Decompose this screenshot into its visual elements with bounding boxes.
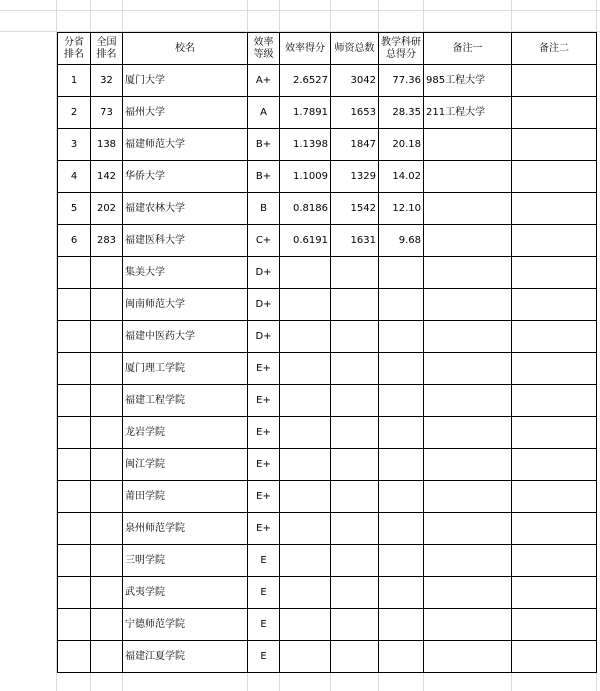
cell-note1[interactable] xyxy=(424,609,512,641)
cell-faculty[interactable] xyxy=(331,353,379,385)
cell-school[interactable]: 闽江学院 xyxy=(123,449,248,481)
cell-note1[interactable]: 211工程大学 xyxy=(424,97,512,129)
header-text: 全国 xyxy=(96,36,117,48)
cell-eff-grade[interactable]: E+ xyxy=(248,385,280,417)
cell-nat-rank[interactable] xyxy=(91,289,123,321)
table-row xyxy=(58,449,597,481)
cell-school[interactable]: 福建中医药大学 xyxy=(123,321,248,353)
table-row xyxy=(58,129,597,161)
cell-nat-rank[interactable]: 32 xyxy=(91,65,123,97)
cell-eff-score[interactable]: 1.1009 xyxy=(280,161,331,193)
cell-nat-rank[interactable] xyxy=(91,353,123,385)
cell-eff-score[interactable]: 2.6527 xyxy=(280,65,331,97)
cell-eff-grade[interactable]: B+ xyxy=(248,161,280,193)
cell-eff-score[interactable] xyxy=(280,609,331,641)
cell-faculty[interactable]: 3042 xyxy=(331,65,379,97)
cell-note2[interactable] xyxy=(512,385,597,417)
cell-eff-grade[interactable]: E xyxy=(248,577,280,609)
cell-nat-rank[interactable] xyxy=(91,577,123,609)
cell-prov-rank[interactable] xyxy=(58,417,91,449)
cell-note2[interactable] xyxy=(512,129,597,161)
cell-eff-grade[interactable]: D+ xyxy=(248,321,280,353)
cell-faculty[interactable] xyxy=(331,481,379,513)
cell-eff-score[interactable] xyxy=(280,289,331,321)
cell-note1[interactable] xyxy=(424,225,512,257)
cell-prov-rank[interactable] xyxy=(58,577,91,609)
cell-school[interactable]: 泉州师范学院 xyxy=(123,513,248,545)
cell-prov-rank[interactable] xyxy=(58,353,91,385)
cell-eff-grade[interactable]: E xyxy=(248,641,280,673)
cell-eff-grade[interactable]: B+ xyxy=(248,129,280,161)
cell-research[interactable] xyxy=(379,257,424,289)
cell-research[interactable] xyxy=(379,449,424,481)
table-row xyxy=(58,97,597,129)
cell-faculty[interactable] xyxy=(331,513,379,545)
cell-prov-rank[interactable] xyxy=(58,609,91,641)
header-note2[interactable]: 备注二 xyxy=(512,33,597,65)
header-eff-grade[interactable] xyxy=(248,33,280,65)
header-text: 等级 xyxy=(253,48,274,60)
cell-school[interactable]: 华侨大学 xyxy=(123,161,248,193)
cell-prov-rank[interactable] xyxy=(58,449,91,481)
header-nat-rank[interactable] xyxy=(91,33,123,65)
header-text: 排名 xyxy=(64,48,84,60)
cell-school[interactable]: 福建农林大学 xyxy=(123,193,248,225)
cell-nat-rank[interactable] xyxy=(91,385,123,417)
cell-note1[interactable] xyxy=(424,449,512,481)
cell-research[interactable] xyxy=(379,353,424,385)
cell-prov-rank[interactable] xyxy=(58,257,91,289)
cell-note1[interactable] xyxy=(424,481,512,513)
cell-prov-rank[interactable] xyxy=(58,385,91,417)
cell-research[interactable]: 14.02 xyxy=(379,161,424,193)
cell-note2[interactable] xyxy=(512,417,597,449)
cell-school[interactable]: 闽南师范大学 xyxy=(123,289,248,321)
cell-eff-score[interactable] xyxy=(280,481,331,513)
cell-eff-score[interactable] xyxy=(280,513,331,545)
cell-note2[interactable] xyxy=(512,353,597,385)
header-text: 排名 xyxy=(96,48,117,60)
cell-prov-rank[interactable]: 1 xyxy=(58,65,91,97)
cell-school[interactable]: 厦门大学 xyxy=(123,65,248,97)
cell-prov-rank[interactable] xyxy=(58,321,91,353)
cell-faculty[interactable] xyxy=(331,641,379,673)
table-row xyxy=(58,65,597,97)
cell-prov-rank[interactable] xyxy=(58,289,91,321)
cell-note1[interactable] xyxy=(424,353,512,385)
cell-eff-grade[interactable]: E xyxy=(248,609,280,641)
cell-research[interactable] xyxy=(379,321,424,353)
cell-school[interactable]: 三明学院 xyxy=(123,545,248,577)
cell-eff-grade[interactable]: D+ xyxy=(248,289,280,321)
cell-note2[interactable] xyxy=(512,225,597,257)
cell-note2[interactable] xyxy=(512,609,597,641)
cell-faculty[interactable] xyxy=(331,385,379,417)
cell-eff-score[interactable] xyxy=(280,385,331,417)
cell-note1[interactable] xyxy=(424,129,512,161)
cell-faculty[interactable] xyxy=(331,289,379,321)
cell-prov-rank[interactable]: 6 xyxy=(58,225,91,257)
table-row xyxy=(58,545,597,577)
cell-nat-rank[interactable] xyxy=(91,417,123,449)
cell-prov-rank[interactable]: 5 xyxy=(58,193,91,225)
table-row xyxy=(58,641,597,673)
cell-nat-rank[interactable] xyxy=(91,513,123,545)
cell-note2[interactable] xyxy=(512,65,597,97)
cell-note1[interactable] xyxy=(424,385,512,417)
cell-research[interactable] xyxy=(379,417,424,449)
cell-note1[interactable] xyxy=(424,513,512,545)
cell-nat-rank[interactable]: 142 xyxy=(91,161,123,193)
cell-eff-grade[interactable]: E+ xyxy=(248,481,280,513)
cell-faculty[interactable]: 1329 xyxy=(331,161,379,193)
table-row xyxy=(58,609,597,641)
cell-faculty[interactable]: 1631 xyxy=(331,225,379,257)
cell-eff-score[interactable] xyxy=(280,257,331,289)
cell-eff-grade[interactable]: E+ xyxy=(248,513,280,545)
cell-faculty[interactable] xyxy=(331,417,379,449)
cell-nat-rank[interactable] xyxy=(91,321,123,353)
cell-note2[interactable] xyxy=(512,193,597,225)
cell-note2[interactable] xyxy=(512,321,597,353)
table-row xyxy=(58,353,597,385)
cell-research[interactable]: 20.18 xyxy=(379,129,424,161)
header-note1[interactable]: 备注一 xyxy=(424,33,512,65)
header-faculty[interactable]: 师资总数 xyxy=(331,33,379,65)
cell-note2[interactable] xyxy=(512,481,597,513)
cell-prov-rank[interactable] xyxy=(58,545,91,577)
cell-prov-rank[interactable]: 3 xyxy=(58,129,91,161)
table-row xyxy=(58,289,597,321)
cell-note1[interactable] xyxy=(424,417,512,449)
cell-research[interactable] xyxy=(379,577,424,609)
cell-school[interactable]: 厦门理工学院 xyxy=(123,353,248,385)
table-row xyxy=(58,321,597,353)
cell-eff-score[interactable] xyxy=(280,321,331,353)
cell-research[interactable]: 9.68 xyxy=(379,225,424,257)
header-prov-rank[interactable] xyxy=(58,33,91,65)
cell-note2[interactable] xyxy=(512,641,597,673)
cell-research[interactable] xyxy=(379,641,424,673)
cell-school[interactable]: 福建医科大学 xyxy=(123,225,248,257)
cell-eff-score[interactable]: 1.7891 xyxy=(280,97,331,129)
cell-note2[interactable] xyxy=(512,545,597,577)
cell-eff-score[interactable]: 0.6191 xyxy=(280,225,331,257)
cell-note2[interactable] xyxy=(512,257,597,289)
cell-research[interactable] xyxy=(379,609,424,641)
cell-note2[interactable] xyxy=(512,97,597,129)
header-text: 分省 xyxy=(64,36,84,48)
cell-eff-grade[interactable]: D+ xyxy=(248,257,280,289)
cell-school[interactable]: 福州大学 xyxy=(123,97,248,129)
table-row xyxy=(58,577,597,609)
cell-school[interactable]: 福建工程学院 xyxy=(123,385,248,417)
cell-research[interactable]: 77.36 xyxy=(379,65,424,97)
cell-nat-rank[interactable]: 138 xyxy=(91,129,123,161)
cell-note1[interactable] xyxy=(424,161,512,193)
cell-research[interactable] xyxy=(379,385,424,417)
cell-note2[interactable] xyxy=(512,161,597,193)
table-row xyxy=(58,481,597,513)
cell-research[interactable] xyxy=(379,289,424,321)
cell-prov-rank[interactable] xyxy=(58,513,91,545)
cell-faculty[interactable]: 1542 xyxy=(331,193,379,225)
cell-nat-rank[interactable] xyxy=(91,449,123,481)
cell-school[interactable]: 集美大学 xyxy=(123,257,248,289)
cell-eff-score[interactable] xyxy=(280,641,331,673)
cell-eff-grade[interactable]: E+ xyxy=(248,449,280,481)
cell-faculty[interactable] xyxy=(331,321,379,353)
cell-prov-rank[interactable] xyxy=(58,481,91,513)
cell-research[interactable] xyxy=(379,513,424,545)
cell-nat-rank[interactable] xyxy=(91,257,123,289)
header-row xyxy=(58,33,597,65)
cell-eff-score[interactable] xyxy=(280,417,331,449)
cell-eff-grade[interactable]: C+ xyxy=(248,225,280,257)
university-ranking-table xyxy=(57,32,597,673)
cell-faculty[interactable] xyxy=(331,257,379,289)
cell-research[interactable]: 28.35 xyxy=(379,97,424,129)
cell-note1[interactable] xyxy=(424,321,512,353)
table-row xyxy=(58,385,597,417)
cell-eff-grade[interactable]: E xyxy=(248,545,280,577)
cell-faculty[interactable] xyxy=(331,577,379,609)
cell-school[interactable]: 福建师范大学 xyxy=(123,129,248,161)
cell-faculty[interactable] xyxy=(331,545,379,577)
table-row xyxy=(58,257,597,289)
cell-prov-rank[interactable]: 4 xyxy=(58,161,91,193)
cell-faculty[interactable] xyxy=(331,609,379,641)
cell-faculty[interactable]: 1847 xyxy=(331,129,379,161)
cell-faculty[interactable]: 1653 xyxy=(331,97,379,129)
cell-eff-grade[interactable]: E+ xyxy=(248,417,280,449)
header-eff-score[interactable]: 效率得分 xyxy=(280,33,331,65)
header-school[interactable]: 校名 xyxy=(123,33,248,65)
cell-school[interactable]: 宁德师范学院 xyxy=(123,609,248,641)
cell-eff-grade[interactable]: A+ xyxy=(248,65,280,97)
cell-school[interactable]: 福建江夏学院 xyxy=(123,641,248,673)
cell-eff-score[interactable] xyxy=(280,449,331,481)
cell-note1[interactable]: 985工程大学 xyxy=(424,65,512,97)
cell-nat-rank[interactable] xyxy=(91,481,123,513)
cell-note1[interactable] xyxy=(424,257,512,289)
cell-eff-score[interactable] xyxy=(280,353,331,385)
table-row xyxy=(58,225,597,257)
header-text: 总得分 xyxy=(386,48,416,60)
cell-nat-rank[interactable]: 202 xyxy=(91,193,123,225)
cell-nat-rank[interactable] xyxy=(91,641,123,673)
cell-eff-grade[interactable]: B xyxy=(248,193,280,225)
cell-nat-rank[interactable]: 73 xyxy=(91,97,123,129)
cell-eff-score[interactable]: 1.1398 xyxy=(280,129,331,161)
table-row xyxy=(58,417,597,449)
cell-note1[interactable] xyxy=(424,289,512,321)
cell-research[interactable]: 12.10 xyxy=(379,193,424,225)
cell-note1[interactable] xyxy=(424,641,512,673)
gridline xyxy=(0,10,600,11)
table-row xyxy=(58,193,597,225)
cell-eff-grade[interactable]: E+ xyxy=(248,353,280,385)
cell-research[interactable] xyxy=(379,481,424,513)
table-row xyxy=(58,161,597,193)
cell-note2[interactable] xyxy=(512,449,597,481)
cell-note1[interactable] xyxy=(424,545,512,577)
header-research[interactable] xyxy=(379,33,424,65)
cell-school[interactable]: 龙岩学院 xyxy=(123,417,248,449)
header-text: 教学科研 xyxy=(381,36,421,48)
cell-nat-rank[interactable] xyxy=(91,545,123,577)
cell-eff-grade[interactable]: A xyxy=(248,97,280,129)
cell-note1[interactable] xyxy=(424,193,512,225)
cell-eff-score[interactable] xyxy=(280,545,331,577)
cell-prov-rank[interactable]: 2 xyxy=(58,97,91,129)
cell-nat-rank[interactable] xyxy=(91,609,123,641)
cell-eff-score[interactable]: 0.8186 xyxy=(280,193,331,225)
cell-eff-score[interactable] xyxy=(280,577,331,609)
cell-faculty[interactable] xyxy=(331,449,379,481)
cell-research[interactable] xyxy=(379,545,424,577)
cell-nat-rank[interactable]: 283 xyxy=(91,225,123,257)
cell-note2[interactable] xyxy=(512,577,597,609)
cell-note2[interactable] xyxy=(512,513,597,545)
cell-prov-rank[interactable] xyxy=(58,641,91,673)
header-text: 效率 xyxy=(253,36,274,48)
table-row xyxy=(58,513,597,545)
cell-school[interactable]: 莆田学院 xyxy=(123,481,248,513)
cell-note1[interactable] xyxy=(424,577,512,609)
cell-school[interactable]: 武夷学院 xyxy=(123,577,248,609)
cell-note2[interactable] xyxy=(512,289,597,321)
